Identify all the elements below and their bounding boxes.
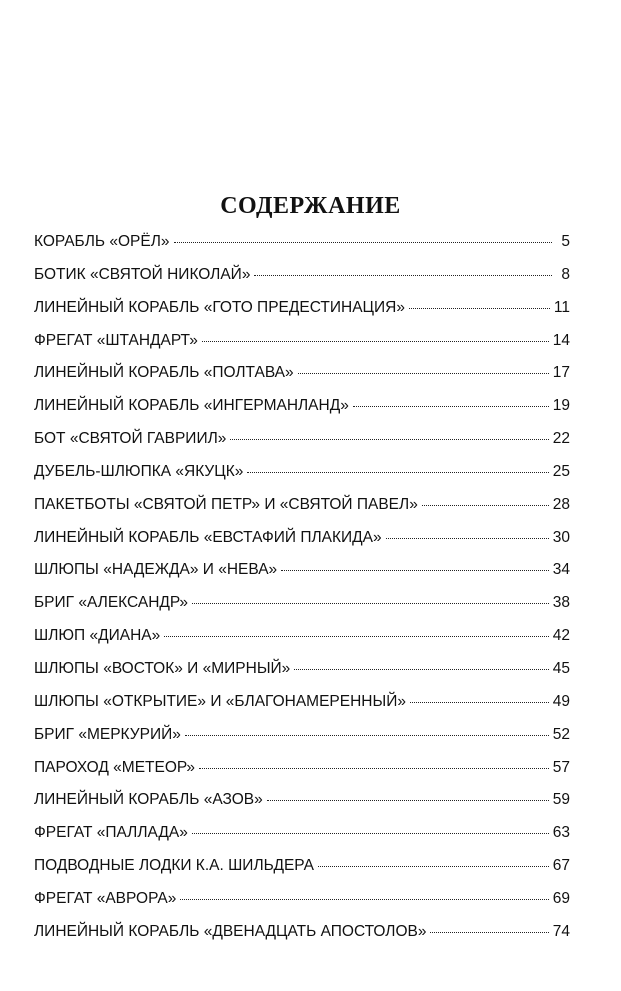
- toc-entry: [34, 529, 570, 562]
- toc-entry-title: ЛИНЕЙНЫЙ КОРАБЛЬ «АЗОВ»: [34, 791, 263, 809]
- toc-entry: [34, 791, 570, 824]
- toc-entry-title: ШЛЮПЫ «ВОСТОК» И «МИРНЫЙ»: [34, 659, 291, 677]
- dot-leader: [199, 768, 549, 769]
- toc-entry: [34, 496, 570, 529]
- dot-leader: [318, 866, 549, 867]
- dot-leader: [254, 275, 552, 276]
- toc-entry-page-number: 63: [552, 824, 570, 842]
- dot-leader: [281, 570, 549, 571]
- dot-leader: [192, 833, 549, 834]
- dot-leader: [422, 505, 549, 506]
- dot-leader: [430, 932, 548, 933]
- toc-entry-title: ФРЕГАТ «ШТАНДАРТ»: [34, 331, 198, 349]
- toc-entry: [34, 923, 570, 956]
- dot-leader: [353, 406, 549, 407]
- toc-entry-title: ПОДВОДНЫЕ ЛОДКИ К.А. ШИЛЬДЕРА: [34, 857, 314, 875]
- dot-leader: [180, 899, 548, 900]
- dot-leader: [294, 669, 548, 670]
- toc-entry-title: БОТ «СВЯТОЙ ГАВРИИЛ»: [34, 430, 227, 448]
- toc-entry: [34, 299, 570, 332]
- toc-entry: [34, 397, 570, 430]
- toc-entry-title: ДУБЕЛЬ-ШЛЮПКА «ЯКУЦК»: [34, 462, 244, 480]
- toc-entry-title: ФРЕГАТ «ПАЛЛАДА»: [34, 824, 188, 842]
- dot-leader: [386, 538, 549, 539]
- toc-entry-page-number: 8: [561, 265, 570, 283]
- toc-entry: [34, 693, 570, 726]
- toc-entry-title: ЛИНЕЙНЫЙ КОРАБЛЬ «ГОТО ПРЕДЕСТИНАЦИЯ»: [34, 298, 405, 316]
- toc-entry: [34, 430, 570, 463]
- toc-entry-title: ЛИНЕЙНЫЙ КОРАБЛЬ «ДВЕНАДЦАТЬ АПОСТОЛОВ»: [34, 922, 427, 940]
- dot-leader: [298, 373, 549, 374]
- toc-entry: [34, 266, 570, 299]
- toc-entry-title: БРИГ «АЛЕКСАНДР»: [34, 594, 188, 612]
- toc-entry-page-number: 34: [552, 561, 570, 579]
- toc-entry-title: БОТИК «СВЯТОЙ НИКОЛАЙ»: [34, 265, 251, 283]
- toc-entry-title: ФРЕГАТ «АВРОРА»: [34, 889, 177, 907]
- toc-entry-page-number: 25: [552, 462, 570, 480]
- toc-entry-page-number: 11: [553, 298, 570, 316]
- toc-entry-page-number: 52: [552, 725, 570, 743]
- toc-entry: [34, 364, 570, 397]
- toc-entry-title: ЛИНЕЙНЫЙ КОРАБЛЬ «ПОЛТАВА»: [34, 364, 294, 382]
- dot-leader: [267, 800, 549, 801]
- toc-entry: [34, 594, 570, 627]
- toc-entry-page-number: 38: [552, 594, 570, 612]
- toc-entry-title: ШЛЮПЫ «ОТКРЫТИЕ» И «БЛАГОНАМЕРЕННЫЙ»: [34, 692, 406, 710]
- toc-entry: [34, 726, 570, 759]
- toc-entry-title: ЛИНЕЙНЫЙ КОРАБЛЬ «ЕВСТАФИЙ ПЛАКИДА»: [34, 528, 382, 546]
- toc-entry-title: ПАКЕТБОТЫ «СВЯТОЙ ПЕТР» И «СВЯТОЙ ПАВЕЛ»: [34, 495, 418, 513]
- toc-entry-page-number: 57: [552, 758, 570, 776]
- toc-entry-page-number: 45: [552, 659, 570, 677]
- dot-leader: [192, 603, 549, 604]
- toc-entry: [34, 233, 570, 266]
- toc-entry: [34, 627, 570, 660]
- toc-entry-page-number: 14: [552, 331, 570, 349]
- dot-leader: [409, 308, 550, 309]
- toc-entry: [34, 857, 570, 890]
- toc-entry-title: ШЛЮП «ДИАНА»: [34, 627, 161, 645]
- dot-leader: [174, 242, 552, 243]
- toc-entry-title: КОРАБЛЬ «ОРЁЛ»: [34, 233, 170, 250]
- toc-entry-title: БРИГ «МЕРКУРИЙ»: [34, 725, 181, 743]
- toc-entry: [34, 759, 570, 792]
- toc-entry-page-number: 19: [552, 397, 570, 415]
- dot-leader: [202, 341, 549, 342]
- toc-entry-page-number: 49: [552, 692, 570, 710]
- toc-entry-page-number: 59: [552, 791, 570, 809]
- toc-entry-page-number: 22: [552, 430, 570, 448]
- dot-leader: [185, 735, 549, 736]
- toc-entry-title: ПАРОХОД «МЕТЕОР»: [34, 758, 196, 776]
- toc-entry: [34, 890, 570, 923]
- toc-entry: [34, 463, 570, 496]
- toc-entry: [34, 824, 570, 857]
- dot-leader: [230, 439, 548, 440]
- dot-leader: [410, 702, 549, 703]
- toc-entry-page-number: 69: [552, 889, 570, 907]
- toc-entry-page-number: 17: [552, 364, 570, 382]
- toc-entry-page-number: 67: [552, 857, 570, 875]
- toc-entry-page-number: 28: [552, 495, 570, 513]
- toc-entry-title: ШЛЮПЫ «НАДЕЖДА» И «НЕВА»: [34, 561, 278, 579]
- dot-leader: [164, 636, 549, 637]
- page-title: СОДЕРЖАНИЕ: [220, 193, 401, 219]
- toc-entry-page-number: 5: [561, 233, 570, 250]
- dot-leader: [247, 472, 548, 473]
- table-of-contents: [34, 233, 570, 956]
- toc-entry-page-number: 30: [552, 528, 570, 546]
- toc-entry: [34, 660, 570, 693]
- toc-entry-page-number: 42: [552, 627, 570, 645]
- toc-entry: [34, 561, 570, 594]
- toc-entry-page-number: 74: [552, 922, 570, 940]
- toc-entry: [34, 332, 570, 365]
- toc-entry-title: ЛИНЕЙНЫЙ КОРАБЛЬ «ИНГЕРМАНЛАНД»: [34, 397, 349, 415]
